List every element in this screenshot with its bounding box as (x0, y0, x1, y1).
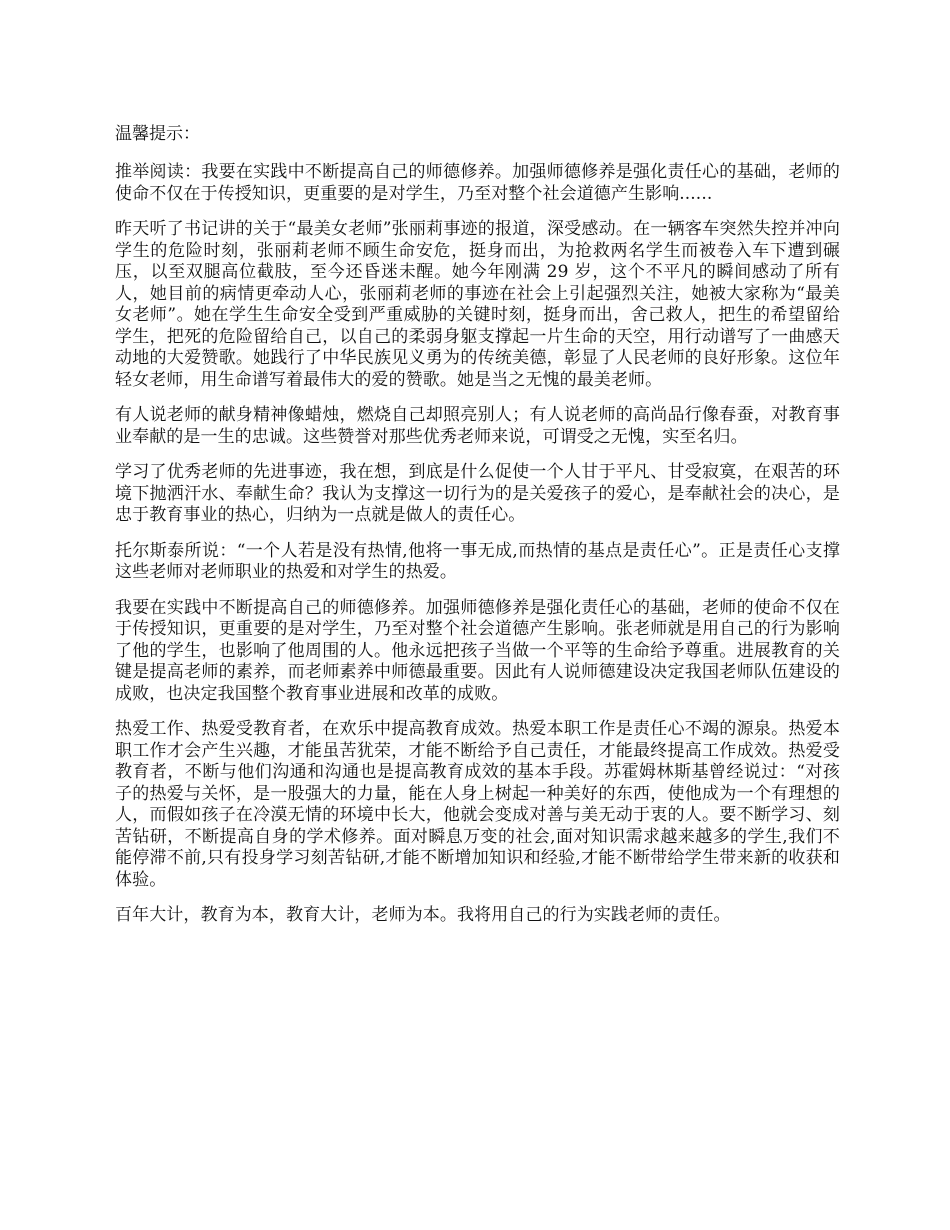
document-page (115, 123, 840, 941)
paragraph-tolstoy-quote: 托尔斯泰所说：“一个人若是没有热情,他将一事无成,而热情的基点是责任心”。正是责任心支撑这些老师对老师职业的热爱和对学生的热爱。 (115, 540, 840, 582)
paragraph-conclusion: 百年大计，教育为本，教育大计，老师为本。我将用自己的行为实践老师的责任。 (115, 905, 731, 925)
document-heading: 温馨提示： (115, 124, 200, 144)
paragraph-love-work: 热爱工作、热爱受教育者，在欢乐中提高教育成效。热爱本职工作是责任心不竭的源泉。热爱本职工作才会产生兴趣，才能虽苦犹荣，才能不断给予自己责任，才能最终提高工作成效。热爱受教育者，不断与他们沟通和沟通也是提高教育成效的基本手段。苏霍姆林斯基曾经说过：“对孩子的热爱与关怀，是一股强大的力量，能在人身上树起一种美好的东西，使他成为一个有理想的人，而假如孩子在冷漠无情的环境中长大，他就会变成对善与美无动于衷的人。要不断学习、刻苦钻研，不断提高自身的学术修养。面对瞬息万变的社会,面对知识需求越来越多的学生,我们不能停滞不前,只有投身学习刻苦钻研,才能不断增加知识和经验,才能不断带给学生带来新的收获和体验。 (115, 719, 840, 890)
paragraph-recommended-reading: 推举阅读：我要在实践中不断提高自己的师德修养。加强师德修养是强化责任心的基础，老师的使命不仅在于传授知识，更重要的是对学生，乃至对整个社会道德产生影响...... (115, 162, 840, 204)
paragraph-responsibility: 学习了优秀老师的先进事迹，我在想，到底是什么促使一个人甘于平凡、甘受寂寞，在艰苦的环境下抛洒汗水、奉献生命？我认为支撑这一切行为的是关爱孩子的爱心，是奉献社会的决心，是忠于教育事业的热心，归纳为一点就是做人的责任心。 (115, 462, 840, 525)
paragraph-teacher-dedication: 有人说老师的献身精神像蜡烛，燃烧自己却照亮别人；有人说老师的高尚品行像春蚕，对教育事业奉献的是一生的忠诚。这些赞誉对那些优秀老师来说，可谓受之无愧，实至名归。 (115, 405, 840, 447)
paragraph-zhang-lili-story: 昨天听了书记讲的关于“最美女老师”张丽莉事迹的报道，深受感动。在一辆客车突然失控并冲向学生的危险时刻，张丽莉老师不顾生命安危，挺身而出，为抢救两名学生而被卷入车下遭到碾压，以至双腿高位截肢，至今还昏迷未醒。她今年刚满 29 岁，这个不平凡的瞬间感动了所有人，她目前的病情更牵动人心，张丽莉老师的事迹在社会上引起强烈关注，她被大家称为“最美女老师”。她在学生生命安全受到严重威胁的关键时刻，挺身而出，舍己救人，把生的希望留给学生，把死的危险留给自己，以自己的柔弱身躯支撑起一片生命的天空，用行动谱写了一曲感天动地的大爱赞歌。她践行了中华民族见义勇为的传统美德，彰显了人民老师的良好形象。这位年轻女老师，用生命谱写着最伟大的爱的赞歌。她是当之无愧的最美老师。 (115, 219, 840, 390)
paragraph-teacher-ethics: 我要在实践中不断提高自己的师德修养。加强师德修养是强化责任心的基础，老师的使命不仅在于传授知识，更重要的是对学生，乃至对整个社会道德产生影响。张老师就是用自己的行为影响了他的学生，也影响了他周围的人。他永远把孩子当做一个平等的生命给予尊重。进展教育的关键是提高老师的素养，而老师素养中师德最重要。因此有人说师德建设决定我国老师队伍建设的成败，也决定我国整个教育事业进展和改革的成败。 (115, 597, 840, 704)
